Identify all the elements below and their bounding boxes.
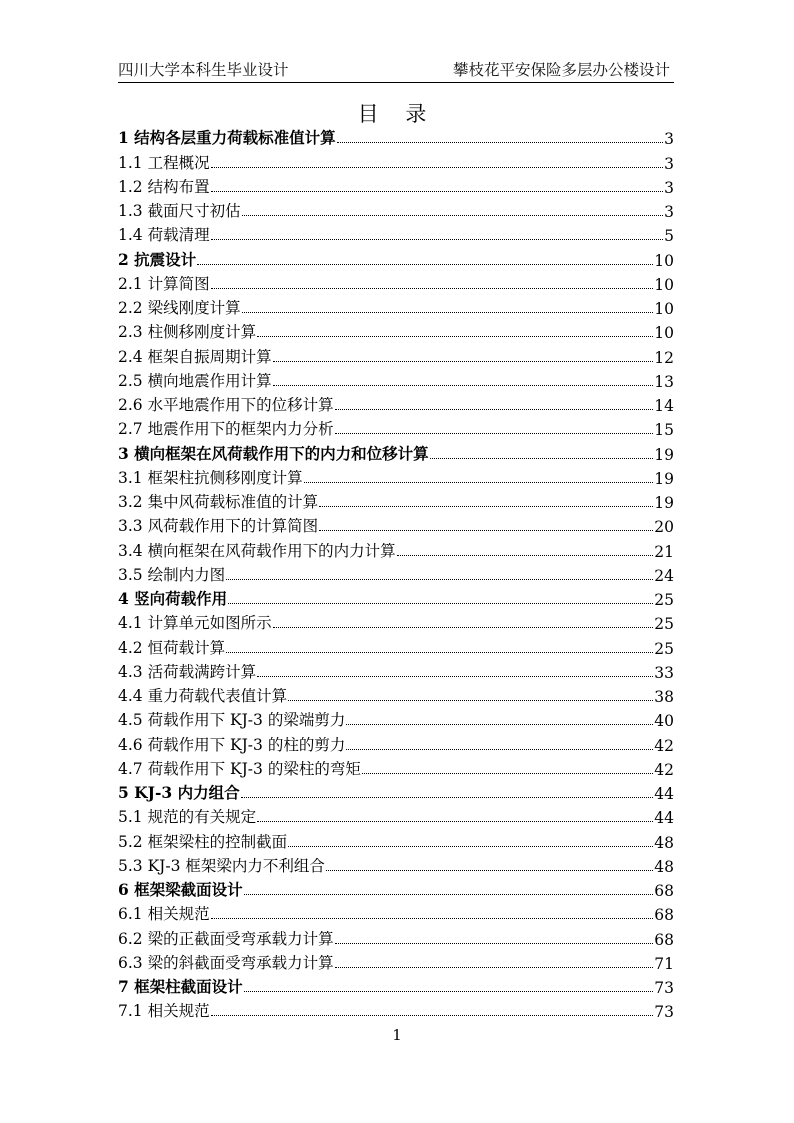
toc-entry-page: 12 [654,348,674,367]
toc-entry-page: 68 [654,882,674,900]
toc-entry-label: 6.3 梁的斜截面受弯承载力计算 [118,953,334,972]
dot-leader [346,749,653,750]
dot-leader [273,361,654,362]
toc-entry[interactable] [118,609,674,633]
toc-entry-page: 10 [654,300,674,318]
toc-entry-page: 25 [654,591,674,609]
toc-entry[interactable] [118,318,674,342]
dot-leader [304,482,654,483]
dot-leader [228,603,653,604]
dot-leader [335,943,654,944]
toc-entry-label: 6.1 相关规范 [118,905,210,924]
dot-leader [211,918,654,919]
toc-entry[interactable] [118,852,674,876]
toc-entry[interactable] [118,876,674,900]
dot-leader [211,1015,654,1016]
toc-entry-label: 5 KJ-3 内力组合 [118,783,240,802]
toc-entry-page: 38 [654,688,674,706]
toc-entry-page: 10 [654,275,674,294]
dot-leader [257,676,653,677]
toc-entry[interactable] [118,585,674,609]
toc-entry-label: 1.4 荷载清理 [118,226,210,245]
toc-entry-label: 2.2 梁线刚度计算 [118,299,241,317]
toc-entry-page: 73 [654,1003,674,1022]
toc-entry-label: 5.2 框架梁柱的控制截面 [118,832,288,851]
toc-entry-page: 20 [654,518,674,537]
toc-entry[interactable] [118,682,674,706]
toc-entry[interactable] [118,561,674,585]
dot-leader [335,409,654,410]
page-header [118,56,674,83]
toc-entry-label: 2.1 计算简图 [118,274,210,293]
toc-entry[interactable] [118,755,674,779]
toc-entry-page: 48 [654,857,674,876]
toc-entry-label: 4.7 荷载作用下 KJ-3 的梁柱的弯矩 [118,759,361,778]
toc-entry-label: 3.5 绘制内力图 [118,565,226,584]
toc-entry-page: 40 [654,712,674,731]
toc-entry[interactable] [118,173,674,197]
toc-entry-label: 3.1 框架柱抗侧移刚度计算 [118,468,303,487]
dot-leader [257,821,653,822]
toc-entry[interactable] [118,633,674,657]
toc-entry-label: 7 框架柱截面设计 [118,977,243,996]
toc-entry[interactable] [118,148,674,172]
toc-entry-label: 7.1 相关规范 [118,1002,210,1021]
toc-entry[interactable] [118,706,674,730]
toc-entry[interactable] [118,949,674,973]
toc-entry-label: 4.6 荷载作用下 KJ-3 的柱的剪力 [118,735,346,754]
toc-entry[interactable] [118,221,674,245]
page-number: 1 [392,1026,402,1044]
toc-entry-page: 3 [664,178,674,197]
toc-entry-page: 68 [654,906,674,925]
dot-leader [211,167,664,168]
dot-leader [244,991,654,992]
dot-leader [319,506,653,507]
toc-entry-page: 10 [654,251,674,270]
toc-entry[interactable] [118,803,674,827]
toc-entry[interactable] [118,464,674,488]
toc-entry[interactable] [118,342,674,366]
toc-entry-label: 4.4 重力荷载代表值计算 [118,687,288,705]
toc-entry-page: 19 [654,494,674,512]
toc-entry[interactable] [118,197,674,221]
toc-entry-page: 42 [654,736,674,755]
toc-entry[interactable] [118,439,674,463]
toc-entry[interactable] [118,973,674,997]
dot-leader [346,724,653,725]
toc-entry-page: 33 [654,663,674,682]
toc-entry[interactable] [118,779,674,803]
toc-entry[interactable] [118,658,674,682]
toc-entry-page: 44 [654,785,674,803]
toc-entry-label: 1 结构各层重力荷载标准值计算 [118,128,336,148]
dot-leader [335,433,654,434]
toc-entry-page: 19 [654,469,674,488]
toc-entry-label: 6.2 梁的正截面受弯承载力计算 [118,929,334,948]
toc-entry[interactable] [118,827,674,851]
dot-leader [242,215,664,216]
toc-entry[interactable] [118,270,674,294]
dot-leader [241,797,654,798]
dot-leader [197,264,653,265]
toc-entry-page: 10 [654,324,674,343]
dot-leader [288,846,653,847]
toc-entry-page: 15 [654,421,674,440]
dot-leader [244,894,654,895]
dot-leader [326,870,653,871]
dot-leader [319,530,653,531]
toc-entry-label: 4.5 荷载作用下 KJ-3 的梁端剪力 [118,711,346,730]
toc-entry-page: 19 [654,445,674,464]
toc-entry-page: 71 [654,954,674,973]
toc-entry-label: 4.1 计算单元如图所示 [118,614,272,633]
toc-entry-label: 1.3 截面尺寸初估 [118,202,241,220]
toc-entry-label: 4.3 活荷载满跨计算 [118,662,257,681]
dot-leader [242,312,654,313]
toc-entry-label: 4.2 恒荷载计算 [118,638,226,657]
toc-entry[interactable] [118,924,674,948]
dot-leader [226,652,653,653]
toc-entry-page: 73 [654,979,674,997]
toc-entry-label: 3.4 横向框架在风荷载作用下的内力计算 [118,541,396,560]
toc-entry-page: 48 [654,833,674,852]
toc-entry[interactable] [118,512,674,536]
toc-entry-label: 2.5 横向地震作用计算 [118,371,272,390]
dot-leader [288,700,653,701]
toc-entry[interactable] [118,488,674,512]
toc-entry-page: 3 [664,130,674,149]
toc-entry-page: 25 [654,639,674,658]
dot-leader [211,239,664,240]
toc-entry-label: 4 竖向荷载作用 [118,589,228,608]
toc-entry-page: 24 [654,566,674,585]
toc-entry[interactable] [118,294,674,318]
toc-entry-label: 5.1 规范的有关规定 [118,808,257,827]
toc-entry[interactable] [118,900,674,924]
dot-leader [337,142,663,143]
toc-entry-page: 3 [664,154,674,173]
header-project-title: 攀枝花平安保险多层办公楼设计 [452,61,670,79]
toc-entry[interactable] [118,536,674,560]
toc-entry-page: 42 [654,760,674,779]
toc-title: 目 录 [357,102,437,126]
dot-leader [397,555,654,556]
toc-entry-label: 2 抗震设计 [118,249,197,269]
dot-leader [335,967,654,968]
toc-entry-page: 3 [664,203,674,221]
toc-entry-label: 6 框架梁截面设计 [118,880,243,899]
toc-entry-page: 13 [654,372,674,391]
toc-entry[interactable] [118,415,674,439]
toc-entry-label: 3.2 集中风荷载标准值的计算 [118,493,319,511]
toc-entry-page: 68 [654,930,674,949]
toc-entry-page: 25 [654,615,674,634]
table-of-contents [118,124,674,1021]
toc-entry-label: 2.3 柱侧移刚度计算 [118,323,257,342]
dot-leader [211,191,664,192]
dot-leader [273,385,654,386]
toc-entry[interactable] [118,124,674,148]
toc-entry-label: 2.4 框架自振周期计算 [118,347,272,366]
toc-entry-page: 14 [654,397,674,415]
toc-entry-label: 2.7 地震作用下的框架内力分析 [118,420,334,439]
header-university: 四川大学本科生毕业设计 [118,61,289,79]
toc-entry[interactable] [118,391,674,415]
toc-entry[interactable] [118,367,674,391]
dot-leader [430,458,654,459]
toc-entry[interactable] [118,997,674,1021]
dot-leader [273,627,654,628]
dot-leader [211,288,654,289]
toc-entry-page: 5 [664,227,674,246]
toc-entry-label: 3.3 风荷载作用下的计算简图 [118,517,319,536]
toc-entry-label: 2.6 水平地震作用下的位移计算 [118,396,334,414]
toc-entry-label: 1.1 工程概况 [118,153,210,172]
toc-entry-label: 1.2 结构布置 [118,177,210,196]
toc-entry[interactable] [118,245,674,269]
toc-entry[interactable] [118,730,674,754]
dot-leader [362,773,653,774]
dot-leader [257,336,653,337]
toc-entry-page: 44 [654,809,674,828]
dot-leader [226,579,653,580]
toc-entry-page: 21 [654,542,674,561]
toc-entry-label: 5.3 KJ-3 框架梁内力不利组合 [118,856,325,875]
toc-entry-label: 3 横向框架在风荷载作用下的内力和位移计算 [118,443,429,463]
